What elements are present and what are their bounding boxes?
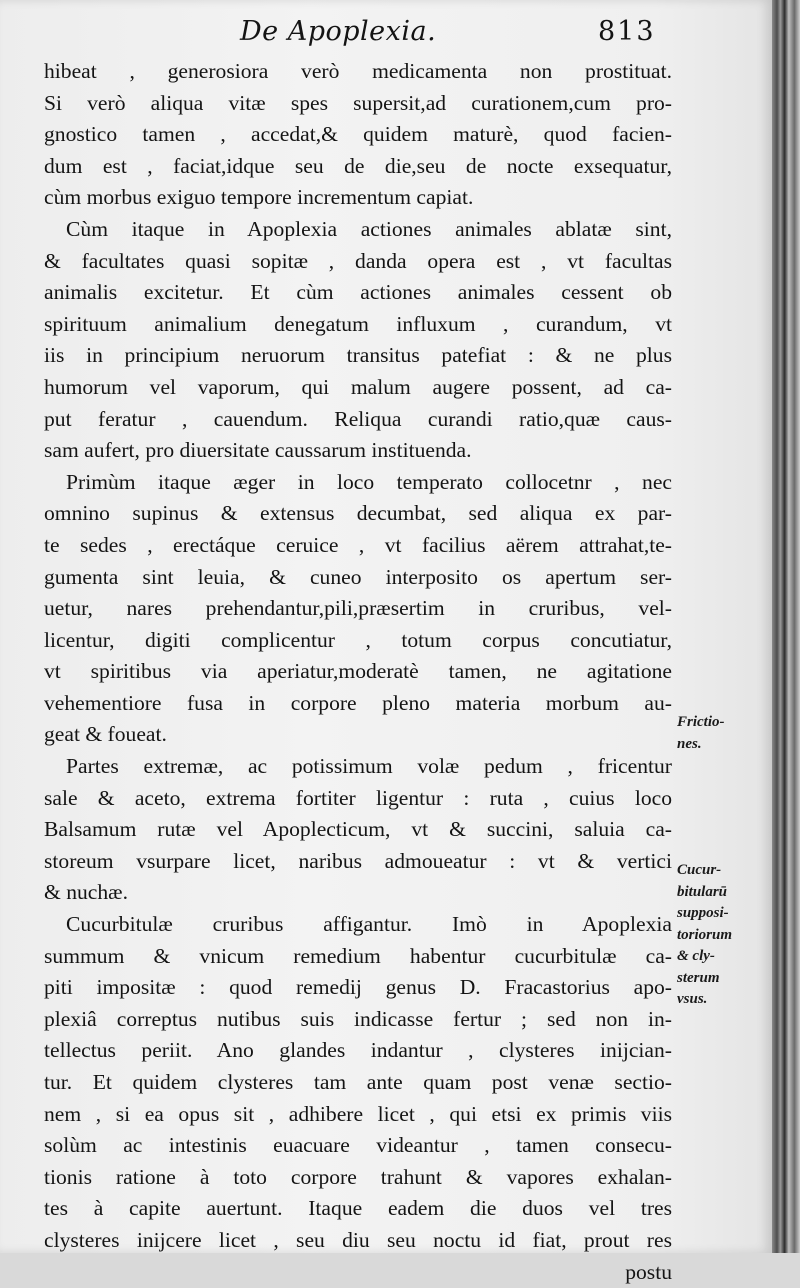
- text-line: licentur, digiti complicentur , totum corpus concutiatur,: [44, 627, 672, 652]
- text-line: plexiâ correptus nutibus suis indicasse fertur ; sed non in-: [44, 1006, 672, 1031]
- paragraph: [44, 467, 672, 751]
- text-line: & facultates quasi sopitæ , danda opera est , vt facultas: [44, 248, 672, 273]
- text-line: Cucurbitulæ cruribus affigantur. Imò in Apoplexia: [66, 912, 672, 937]
- text-line: nem , si ea opus sit , adhibere licet , qui etsi ex primis viis: [44, 1101, 672, 1126]
- text-line: animalis excitetur. Et cùm actiones animales cessent ob: [44, 280, 672, 305]
- text-line: clysteres inijcere licet , seu diu seu noctu id fiat, prout res: [44, 1227, 672, 1252]
- body-text: [44, 56, 672, 1288]
- margin-note-line: toriorum: [677, 926, 733, 943]
- paragraph: [44, 751, 672, 909]
- text-line: hibeat , generosiora verò medicamenta non prostituat.: [44, 59, 672, 83]
- text-line: sam aufert, pro diuersitate caussarum instituenda.: [44, 438, 472, 463]
- book-spine-edge: [772, 0, 800, 1253]
- margin-note-line: & cly-: [677, 948, 715, 964]
- text-line: Primùm itaque æger in loco temperato collocetnr , nec: [66, 469, 672, 494]
- margin-note-line: bitularū: [677, 883, 728, 900]
- text-line: tur. Et quidem clysteres tam ante quam post venæ sectio-: [44, 1070, 672, 1094]
- text-line: geat & foueat.: [44, 722, 167, 747]
- text-line: Partes extremæ, ac potissimum volæ pedum , fricentur: [66, 754, 672, 779]
- text-line: & nuchæ.: [44, 880, 128, 905]
- paragraph: [44, 56, 672, 214]
- text-line: cùm morbus exiguo tempore incrementum capiat.: [44, 185, 474, 210]
- text-line: sale & aceto, extrema fortiter ligentur : ruta , cuius loco: [44, 785, 672, 810]
- text-line: te sedes , erectáque ceruice , vt facilius aërem attrahat,te-: [44, 532, 672, 557]
- catchword: postu: [625, 1259, 672, 1284]
- text-line: uetur, nares prehendantur,pili,præsertim in cruribus, vel-: [44, 596, 672, 621]
- text-line: gumenta sint leuia, & cuneo interposito os apertum ser-: [44, 564, 672, 589]
- margin-note-frictiones: [677, 712, 772, 755]
- text-line: Si verò aliqua vitæ spes supersit,ad curationem,cum pro-: [44, 90, 672, 115]
- text-line: iis in principium neruorum transitus patefiat : & ne plus: [44, 343, 672, 368]
- text-line: spirituum animalium denegatum influxum , curandum, vt: [44, 311, 672, 336]
- margin-note-line: nes.: [677, 735, 702, 752]
- text-line: piti impositæ : quod remedij genus D. Fracastorius apo-: [44, 975, 672, 1000]
- text-line: tes à capite auertunt. Itaque eadem die duos vel tres: [44, 1196, 672, 1221]
- page-number: 813: [598, 16, 656, 47]
- margin-note-cucurbitularum: [677, 860, 772, 1011]
- text-line: put feratur , cauendum. Reliqua curandi ratio,quæ caus-: [44, 406, 672, 431]
- running-title: De Apoplexia.: [240, 16, 437, 47]
- margin-note-line: vsus.: [677, 991, 708, 1007]
- text-line: solùm ac intestinis euacuare videantur , tamen consecu-: [44, 1133, 672, 1158]
- margin-note-line: supposi-: [677, 905, 729, 921]
- text-line: Balsamum rutæ vel Apoplecticum, vt & succini, saluia ca-: [44, 817, 672, 842]
- text-line: vt spiritibus via aperiatur,moderatè tamen, ne agitatione: [44, 659, 672, 684]
- text-line: Cùm itaque in Apoplexia actiones animales ablatæ sint,: [66, 216, 672, 241]
- text-line: dum est , faciat,idque seu de die,seu de nocte exsequatur,: [44, 153, 672, 178]
- text-line: vehementiore fusa in corpore pleno materia morbum au-: [44, 690, 672, 715]
- text-line: summum & vnicum remedium habentur cucurbitulæ ca-: [44, 943, 672, 968]
- text-line: humorum vel vaporum, qui malum augere possent, ad ca-: [44, 374, 672, 399]
- paragraph: [44, 214, 672, 467]
- text-line: storeum vsurpare licet, naribus admoueatur : vt & vertici: [44, 848, 672, 873]
- margin-note-line: Frictio-: [677, 714, 725, 730]
- page-header: [0, 16, 772, 56]
- text-line: omnino supinus & extensus decumbat, sed aliqua ex par-: [44, 501, 672, 526]
- text-line: gnostico tamen , accedat,& quidem maturè, quod facien-: [44, 122, 672, 147]
- paragraph: [44, 909, 672, 1257]
- text-line: tellectus periit. Ano glandes indantur , clysteres inijcian-: [44, 1038, 672, 1063]
- margin-note-line: sterum: [677, 969, 720, 986]
- margin-note-line: Cucur-: [677, 862, 722, 878]
- text-line: tionis ratione à toto corpore trahunt & vapores exhalan-: [44, 1164, 672, 1189]
